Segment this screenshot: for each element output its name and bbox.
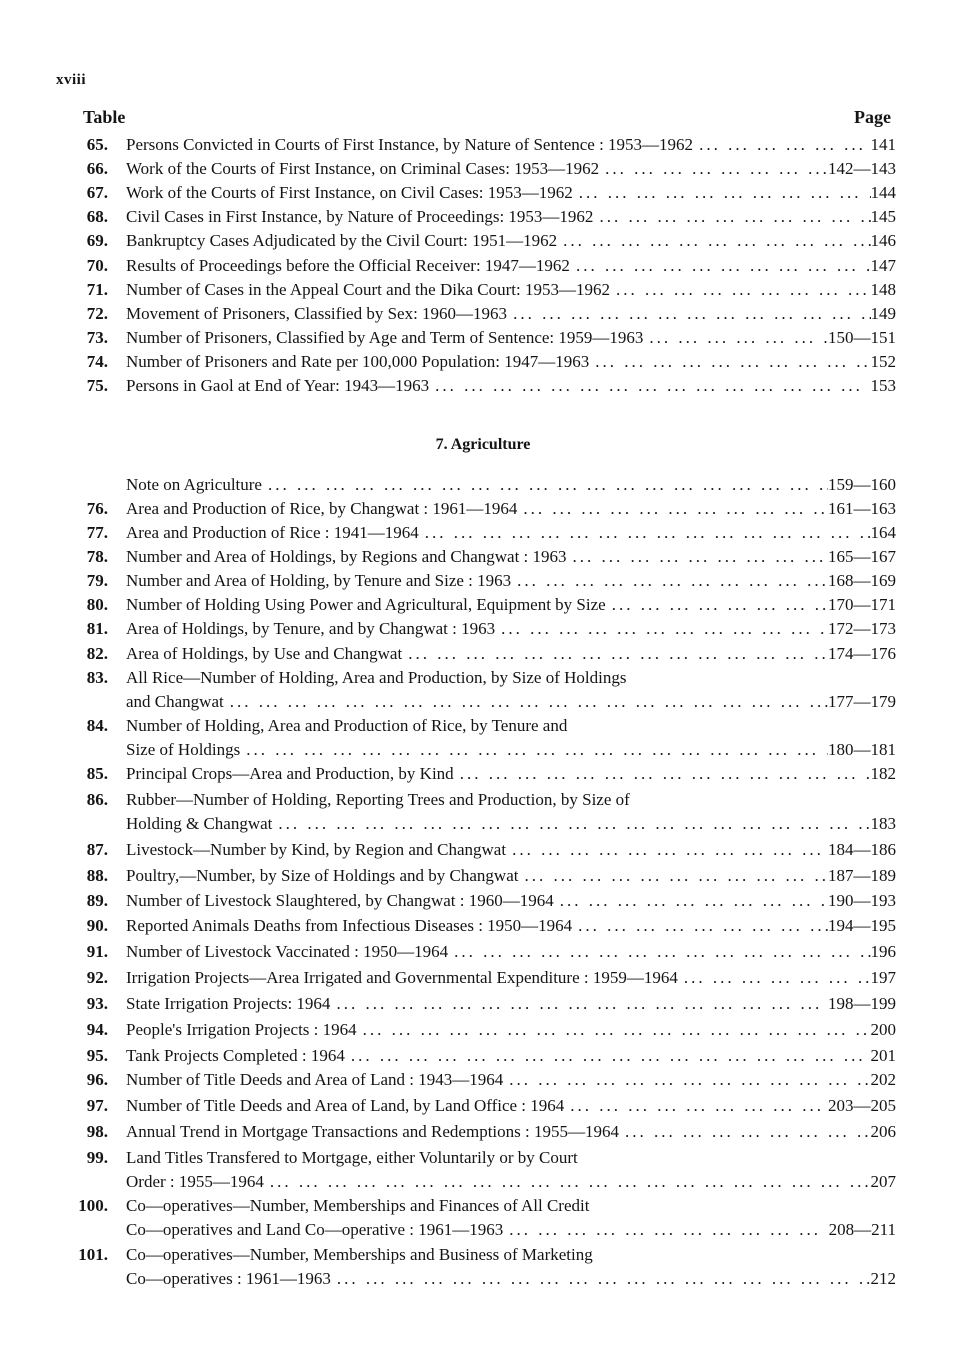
page-number: 203—205 — [828, 1096, 896, 1115]
toc-entry — [0, 617, 966, 641]
entry-title: Persons Convicted in Courts of First Instance, by Nature of Sentence : 1953—1962 — [126, 135, 694, 154]
page-number: 208—211 — [828, 1220, 896, 1239]
page-number: 202 — [870, 1070, 896, 1089]
folio: xviii — [56, 72, 87, 88]
dot-leader — [495, 617, 828, 641]
entry-number: 88. — [86, 866, 108, 885]
entry-number: 89. — [86, 891, 108, 910]
entry-number: 85. — [86, 764, 108, 783]
entry-number: 79. — [86, 571, 108, 590]
dot-leader — [557, 229, 870, 253]
entry-number: 78. — [86, 547, 108, 566]
toc-entry — [0, 350, 966, 374]
toc-entry — [0, 545, 966, 569]
entry-line — [126, 157, 896, 181]
entry-number: 98. — [86, 1122, 108, 1141]
entry-line — [126, 181, 896, 205]
dot-leader — [330, 992, 828, 1016]
page-column-header: Page — [854, 107, 891, 127]
section-title: 7. Agriculture — [435, 436, 531, 453]
dot-leader — [507, 302, 870, 326]
entry-title: Number of Livestock Slaughtered, by Changwat : 1960—1964 — [126, 891, 554, 910]
page-number: 147 — [870, 256, 896, 275]
page-number: 183 — [870, 814, 896, 833]
entry-title: Area and Production of Rice : 1941—1964 — [126, 523, 419, 542]
entry-number: 90. — [86, 916, 108, 935]
entry-title: Co—operatives and Land Co—operative : 1961—1963 — [126, 1220, 504, 1239]
entry-line — [126, 1194, 896, 1218]
page-number: 149 — [870, 304, 896, 323]
entry-number: 96. — [86, 1070, 108, 1089]
page-number: 170—171 — [828, 595, 896, 614]
page-number: 161—163 — [828, 499, 896, 518]
toc-entry — [0, 229, 966, 253]
entry-title: Bankruptcy Cases Adjudicated by the Civil Court: 1951—1962 — [126, 231, 558, 250]
entry-title: Number of Holding, Area and Production of Rice, by Tenure and — [126, 716, 568, 735]
entry-title: Civil Cases in First Instance, by Nature of Proceedings: 1953—1962 — [126, 207, 594, 226]
entry-number: 72. — [86, 304, 108, 323]
toc-entry — [0, 940, 966, 964]
page-number: 196 — [870, 942, 896, 961]
entry-line — [126, 497, 896, 521]
entry-title: Rubber—Number of Holding, Reporting Trees and Production, by Size of — [126, 790, 630, 809]
toc-entry — [0, 762, 966, 786]
entry-title: Movement of Prisoners, Classified by Sex: 1960—1963 — [126, 304, 508, 323]
toc-entry — [0, 714, 966, 762]
entry-line — [126, 254, 896, 278]
dot-leader — [554, 889, 828, 913]
entry-number: 84. — [86, 716, 108, 735]
entry-title: Number of Cases in the Appeal Court and the Dika Court: 1953—1962 — [126, 280, 610, 299]
toc-entry — [0, 569, 966, 593]
entry-line — [126, 617, 896, 641]
toc-entry — [0, 966, 966, 990]
entry-number: 86. — [86, 790, 108, 809]
entry-line — [126, 278, 896, 302]
entry-title: Holding & Changwat — [126, 814, 273, 833]
entry-title: Work of the Courts of First Instance, on Criminal Cases: 1953—1962 — [126, 159, 600, 178]
toc-entry — [0, 1044, 966, 1068]
entry-title: Principal Crops—Area and Production, by Kind — [126, 764, 454, 783]
entry-number: 92. — [86, 968, 108, 987]
page-number: 190—193 — [828, 891, 896, 910]
page-number: 212 — [870, 1269, 896, 1288]
entry-title: Co—operatives—Number, Memberships and Finances of All Credit — [126, 1196, 590, 1215]
entry-title: Area of Holdings, by Tenure, and by Changwat : 1963 — [126, 619, 496, 638]
page-number: 142—143 — [828, 159, 896, 178]
page-number: 180—181 — [828, 740, 896, 759]
toc-entry — [0, 278, 966, 302]
page-number: 152 — [870, 352, 896, 371]
entry-line — [126, 889, 896, 913]
entry-line — [126, 714, 896, 738]
entry-line — [126, 914, 896, 938]
entry-title: Persons in Gaol at End of Year: 1943—1963 — [126, 376, 430, 395]
entry-line — [126, 374, 896, 398]
entry-line — [126, 473, 896, 497]
entry-number: 66. — [86, 159, 108, 178]
entry-number: 101. — [78, 1245, 108, 1264]
entry-title: Note on Agriculture — [126, 475, 262, 494]
entry-number: 87. — [86, 840, 108, 859]
entry-title: Irrigation Projects—Area Irrigated and Governmental Expenditure : 1959—1964 — [126, 968, 678, 987]
toc-entry — [0, 1068, 966, 1092]
entry-line — [126, 1044, 896, 1068]
entry-title: Results of Proceedings before the Official Receiver: 1947—1962 — [126, 256, 570, 275]
entry-number: 76. — [86, 499, 108, 518]
page-number: 145 — [870, 207, 896, 226]
entry-number: 91. — [86, 942, 108, 961]
dot-leader — [419, 521, 871, 545]
entry-line — [126, 838, 896, 862]
entry-line — [126, 326, 896, 350]
page-number: 165—167 — [828, 547, 896, 566]
page-number: 197 — [870, 968, 896, 987]
page-number: 172—173 — [828, 619, 896, 638]
entry-title: Number of Title Deeds and Area of Land, by Land Office : 1964 — [126, 1096, 565, 1115]
dot-leader — [224, 690, 828, 714]
toc-entry — [0, 521, 966, 545]
toc-entry — [0, 326, 966, 350]
toc-entry — [0, 593, 966, 617]
entry-title: and Changwat — [126, 692, 224, 711]
toc-entry — [0, 864, 966, 888]
entry-line — [126, 788, 896, 812]
dot-leader — [240, 738, 828, 762]
dot-leader — [518, 864, 828, 888]
dot-leader — [570, 254, 871, 278]
dot-leader — [517, 497, 828, 521]
entry-title: Reported Animals Deaths from Infectious Diseases : 1950—1964 — [126, 916, 573, 935]
toc-entry — [0, 642, 966, 666]
page-number: 182 — [870, 764, 896, 783]
page-number: 198—199 — [828, 994, 896, 1013]
page-number: 206 — [870, 1122, 896, 1141]
toc-entry — [0, 1146, 966, 1194]
entry-line — [126, 302, 896, 326]
entry-line — [126, 545, 896, 569]
toc-entry — [0, 1120, 966, 1144]
dot-leader — [331, 1267, 871, 1291]
page-number: 194—195 — [828, 916, 896, 935]
entry-line — [126, 1170, 896, 1194]
entry-title: State Irrigation Projects: 1964 — [126, 994, 331, 1013]
page-number: 168—169 — [828, 571, 896, 590]
dot-leader — [589, 350, 870, 374]
entry-number: 95. — [86, 1046, 108, 1065]
entry-title: Land Titles Transfered to Mortgage, either Voluntarily or by Court — [126, 1148, 578, 1167]
entry-title: Co—operatives : 1961—1963 — [126, 1269, 331, 1288]
entry-line — [126, 1146, 896, 1170]
entry-number: 99. — [86, 1148, 108, 1167]
toc-entry — [0, 374, 966, 398]
entry-line — [126, 1267, 896, 1291]
dot-leader — [643, 326, 828, 350]
entry-title: Tank Projects Completed : 1964 — [126, 1046, 345, 1065]
entry-title: Co—operatives—Number, Memberships and Business of Marketing — [126, 1245, 593, 1264]
entry-number: 81. — [86, 619, 108, 638]
entry-number: 93. — [86, 994, 108, 1013]
toc-entry — [0, 157, 966, 181]
dot-leader — [503, 1218, 828, 1242]
entry-title: Size of Holdings — [126, 740, 241, 759]
entry-line — [126, 569, 896, 593]
dot-leader — [357, 1018, 871, 1042]
entry-line — [126, 205, 896, 229]
entry-line — [126, 1018, 896, 1042]
entry-title: Number of Prisoners, Classified by Age and Term of Sentence: 1959—1963 — [126, 328, 644, 347]
entry-title: Number of Livestock Vaccinated : 1950—1964 — [126, 942, 449, 961]
dot-leader — [567, 545, 828, 569]
entry-line — [126, 812, 896, 836]
dot-leader — [448, 940, 870, 964]
toc-entry — [0, 181, 966, 205]
entry-line — [126, 940, 896, 964]
toc-entry — [0, 497, 966, 521]
entry-line — [126, 1094, 896, 1118]
page-number: 144 — [870, 183, 896, 202]
entry-line — [126, 133, 896, 157]
entry-title: Poultry,—Number, by Size of Holdings and by Changwat — [126, 866, 519, 885]
entry-line — [126, 229, 896, 253]
dot-leader — [610, 278, 871, 302]
entry-line — [126, 1068, 896, 1092]
entry-number: 94. — [86, 1020, 108, 1039]
entry-line — [126, 738, 896, 762]
entry-number: 68. — [86, 207, 108, 226]
page-number: 141 — [870, 135, 896, 154]
entry-number: 71. — [86, 280, 108, 299]
toc-entry — [0, 914, 966, 938]
toc-entry — [0, 133, 966, 157]
toc-entry — [0, 666, 966, 714]
entry-title: Area and Production of Rice, by Changwat : 1961—1964 — [126, 499, 518, 518]
toc-entry — [0, 1018, 966, 1042]
entry-line — [126, 992, 896, 1016]
entry-number: 69. — [86, 231, 108, 250]
entry-line — [126, 966, 896, 990]
entry-number: 73. — [86, 328, 108, 347]
dot-leader — [678, 966, 871, 990]
entry-line — [126, 762, 896, 786]
dot-leader — [619, 1120, 871, 1144]
page-number: 184—186 — [828, 840, 896, 859]
entry-number: 65. — [86, 135, 108, 154]
toc-entry — [0, 838, 966, 862]
entry-line — [126, 666, 896, 690]
dot-leader — [454, 762, 871, 786]
entry-line — [126, 690, 896, 714]
page-number: 153 — [870, 376, 896, 395]
entry-number: 83. — [86, 668, 108, 687]
entry-number: 75. — [86, 376, 108, 395]
toc-entry — [0, 302, 966, 326]
entry-number: 70. — [86, 256, 108, 275]
page-number: 200 — [870, 1020, 896, 1039]
dot-leader — [503, 1068, 870, 1092]
entry-line — [126, 521, 896, 545]
toc-entry — [0, 473, 966, 497]
entry-title: Number of Title Deeds and Area of Land : 1943—1964 — [126, 1070, 504, 1089]
page-number: 146 — [870, 231, 896, 250]
dot-leader — [572, 914, 828, 938]
entry-line — [126, 642, 896, 666]
entry-line — [126, 350, 896, 374]
toc-entry — [0, 1243, 966, 1291]
toc-entry — [0, 889, 966, 913]
entry-title: Livestock—Number by Kind, by Region and Changwat — [126, 840, 507, 859]
entry-line — [126, 1218, 896, 1242]
toc-entry — [0, 788, 966, 836]
dot-leader — [511, 569, 828, 593]
entry-title: People's Irrigation Projects : 1964 — [126, 1020, 357, 1039]
dot-leader — [606, 593, 828, 617]
entry-title: Order : 1955—1964 — [126, 1172, 264, 1191]
dot-leader — [564, 1094, 828, 1118]
entry-number: 80. — [86, 595, 108, 614]
dot-leader — [402, 642, 828, 666]
toc-entry — [0, 1194, 966, 1242]
dot-leader — [506, 838, 828, 862]
dot-leader — [264, 1170, 871, 1194]
dot-leader — [573, 181, 871, 205]
entry-number: 82. — [86, 644, 108, 663]
page-number: 148 — [870, 280, 896, 299]
toc-entry — [0, 1094, 966, 1118]
page-number: 201 — [870, 1046, 896, 1065]
dot-leader — [272, 812, 870, 836]
entry-line — [126, 864, 896, 888]
page-number: 187—189 — [828, 866, 896, 885]
entry-number: 74. — [86, 352, 108, 371]
page-number: 150—151 — [828, 328, 896, 347]
entry-title: Annual Trend in Mortgage Transactions and Redemptions : 1955—1964 — [126, 1122, 619, 1141]
dot-leader — [429, 374, 870, 398]
page-number: 174—176 — [828, 644, 896, 663]
page-number: 164 — [870, 523, 896, 542]
dot-leader — [593, 205, 870, 229]
toc-entry — [0, 205, 966, 229]
dot-leader — [345, 1044, 871, 1068]
page-number: 207 — [870, 1172, 896, 1191]
dot-leader — [262, 473, 828, 497]
entry-number: 77. — [86, 523, 108, 542]
toc-entry — [0, 992, 966, 1016]
toc-entry — [0, 254, 966, 278]
entry-line — [126, 1120, 896, 1144]
page-number: 177—179 — [828, 692, 896, 711]
entry-title: All Rice—Number of Holding, Area and Production, by Size of Holdings — [126, 668, 627, 687]
entry-title: Number of Prisoners and Rate per 100,000 Population: 1947—1963 — [126, 352, 590, 371]
dot-leader — [599, 157, 828, 181]
entry-title: Number of Holding Using Power and Agricultural, Equipment by Size — [126, 595, 606, 614]
entry-title: Work of the Courts of First Instance, on Civil Cases: 1953—1962 — [126, 183, 573, 202]
entry-title: Number and Area of Holding, by Tenure and Size : 1963 — [126, 571, 512, 590]
entry-line — [126, 1243, 896, 1267]
entry-number: 67. — [86, 183, 108, 202]
entry-title: Number and Area of Holdings, by Regions and Changwat : 1963 — [126, 547, 567, 566]
entry-line — [126, 593, 896, 617]
entry-number: 100. — [78, 1196, 108, 1215]
dot-leader — [693, 133, 870, 157]
page-number: 159—160 — [828, 475, 896, 494]
entry-title: Area of Holdings, by Use and Changwat — [126, 644, 403, 663]
table-column-header: Table — [83, 107, 126, 127]
entry-number: 97. — [86, 1096, 108, 1115]
